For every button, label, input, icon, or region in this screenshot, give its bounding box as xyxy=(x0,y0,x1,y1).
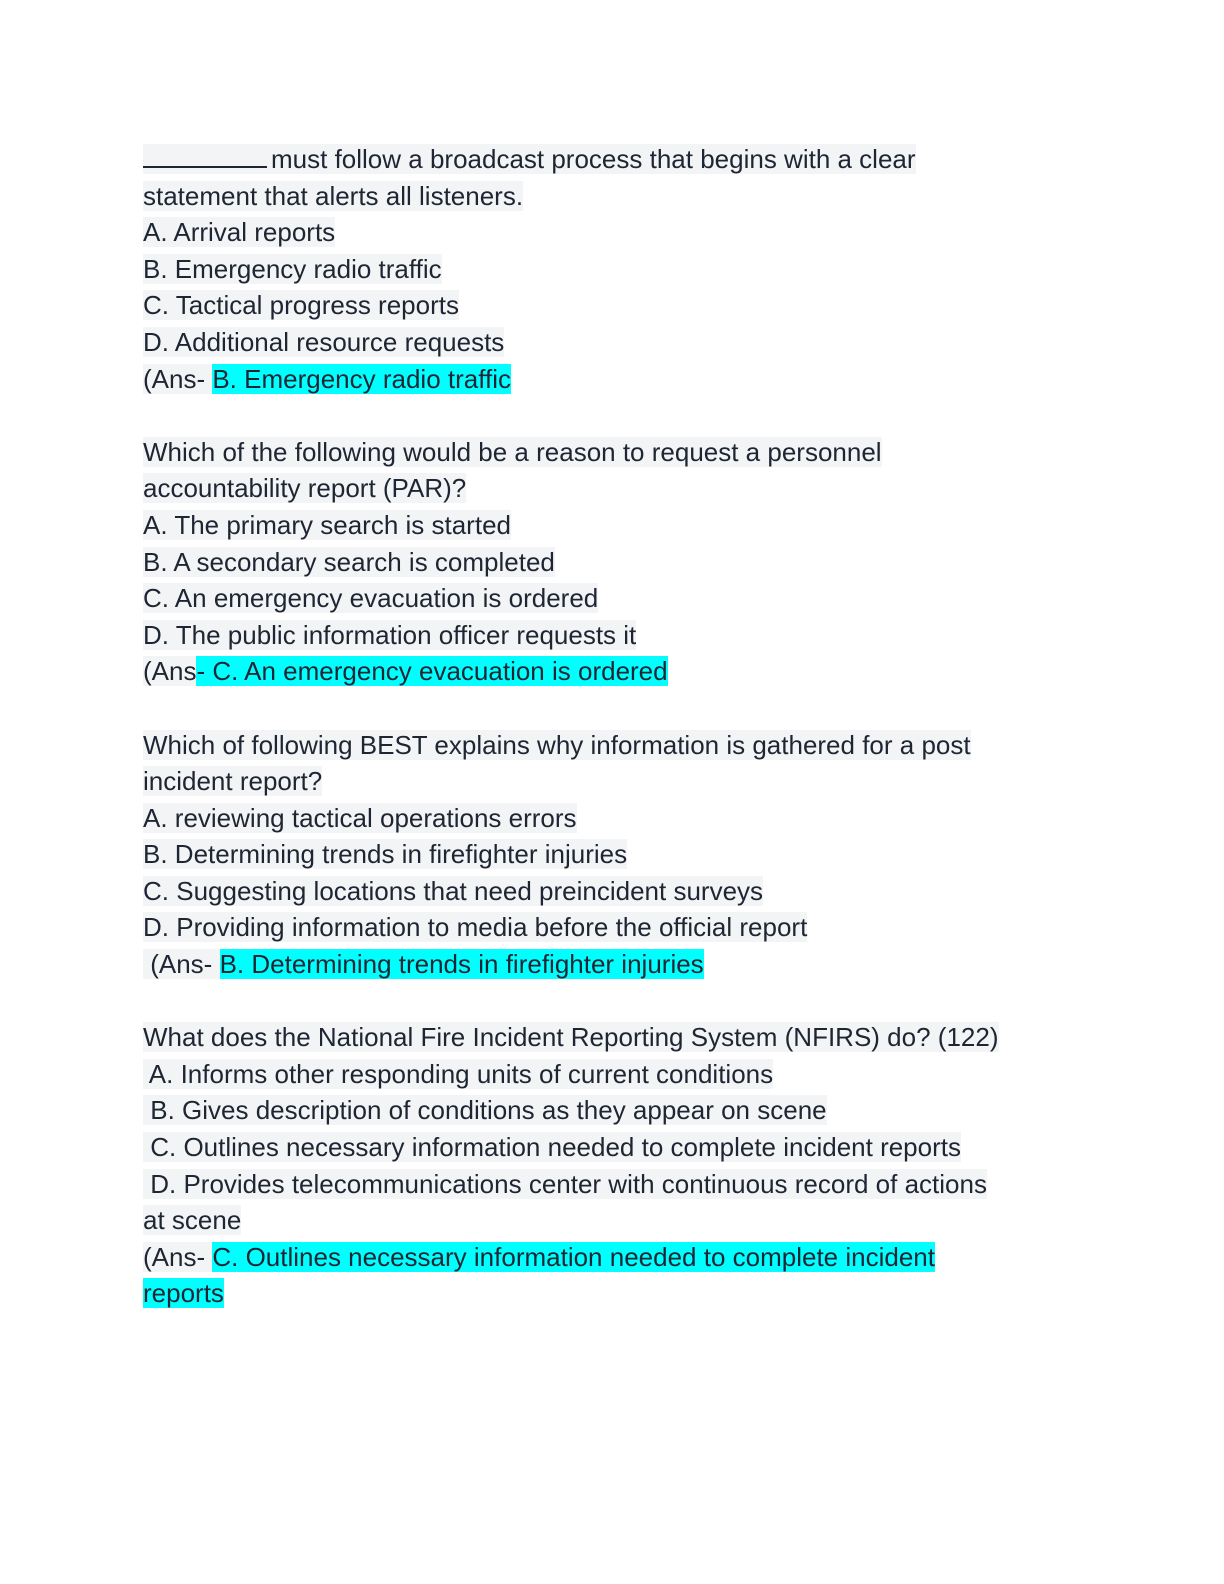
answer-key xyxy=(143,1239,1083,1276)
question-stem-line: Which of following BEST explains why information is gathered for a post xyxy=(143,729,971,760)
answer-option: A. The primary search is started xyxy=(143,509,511,540)
question-stem-line: accountability report (PAR)? xyxy=(143,473,467,504)
question-2 xyxy=(143,434,1083,690)
answer-option: C. Outlines necessary information needed to complete incident reports xyxy=(143,1132,961,1163)
question-3 xyxy=(143,727,1083,983)
question-stem-line: Which of the following would be a reason to request a personnel xyxy=(143,436,882,467)
question-stem-line: statement that alerts all listeners. xyxy=(143,180,524,211)
fill-in-blank xyxy=(143,144,267,168)
question-stem-line: What does the National Fire Incident Reporting System (NFIRS) do? (122) xyxy=(143,1022,999,1053)
highlighted-answer: C. Outlines necessary information needed to complete incident xyxy=(212,1241,935,1272)
answer-option: D. Additional resource requests xyxy=(143,326,505,357)
answer-key xyxy=(143,946,1083,983)
question-stem-line: must follow a broadcast process that begins with a clear xyxy=(143,141,1083,178)
answer-prefix: (Ans xyxy=(143,656,197,687)
answer-option: D. Provides telecommunications center with continuous record of actions xyxy=(143,1168,987,1199)
highlighted-answer: B. Emergency radio traffic xyxy=(212,363,511,394)
answer-key xyxy=(143,653,1083,690)
document-page xyxy=(143,141,1083,1312)
question-1 xyxy=(143,141,1083,397)
answer-key-continuation xyxy=(143,1275,1083,1312)
answer-option-continuation: at scene xyxy=(143,1205,242,1236)
answer-option: B. A secondary search is completed xyxy=(143,546,555,577)
answer-option: D. Providing information to media before the official report xyxy=(143,912,808,943)
answer-option: B. Emergency radio traffic xyxy=(143,253,442,284)
answer-prefix: (Ans- xyxy=(143,949,220,980)
answer-option: A. Arrival reports xyxy=(143,217,336,248)
answer-option: A. Informs other responding units of current conditions xyxy=(143,1058,774,1089)
highlighted-answer: reports xyxy=(143,1278,224,1309)
answer-option: D. The public information officer requests it xyxy=(143,619,637,650)
answer-option: B. Determining trends in firefighter injuries xyxy=(143,839,628,870)
answer-option: C. An emergency evacuation is ordered xyxy=(143,583,599,614)
answer-option: C. Tactical progress reports xyxy=(143,290,459,321)
question-stem-line: incident report? xyxy=(143,766,323,797)
answer-option: B. Gives description of conditions as they appear on scene xyxy=(143,1095,827,1126)
answer-prefix: (Ans- xyxy=(143,1241,213,1272)
highlighted-answer: - C. An emergency evacuation is ordered xyxy=(196,656,668,687)
question-4 xyxy=(143,1019,1083,1312)
answer-prefix: (Ans- xyxy=(143,363,213,394)
answer-option: A. reviewing tactical operations errors xyxy=(143,802,577,833)
highlighted-answer: B. Determining trends in firefighter injuries xyxy=(219,949,704,980)
answer-option: C. Suggesting locations that need preincident surveys xyxy=(143,875,764,906)
answer-key xyxy=(143,361,1083,398)
